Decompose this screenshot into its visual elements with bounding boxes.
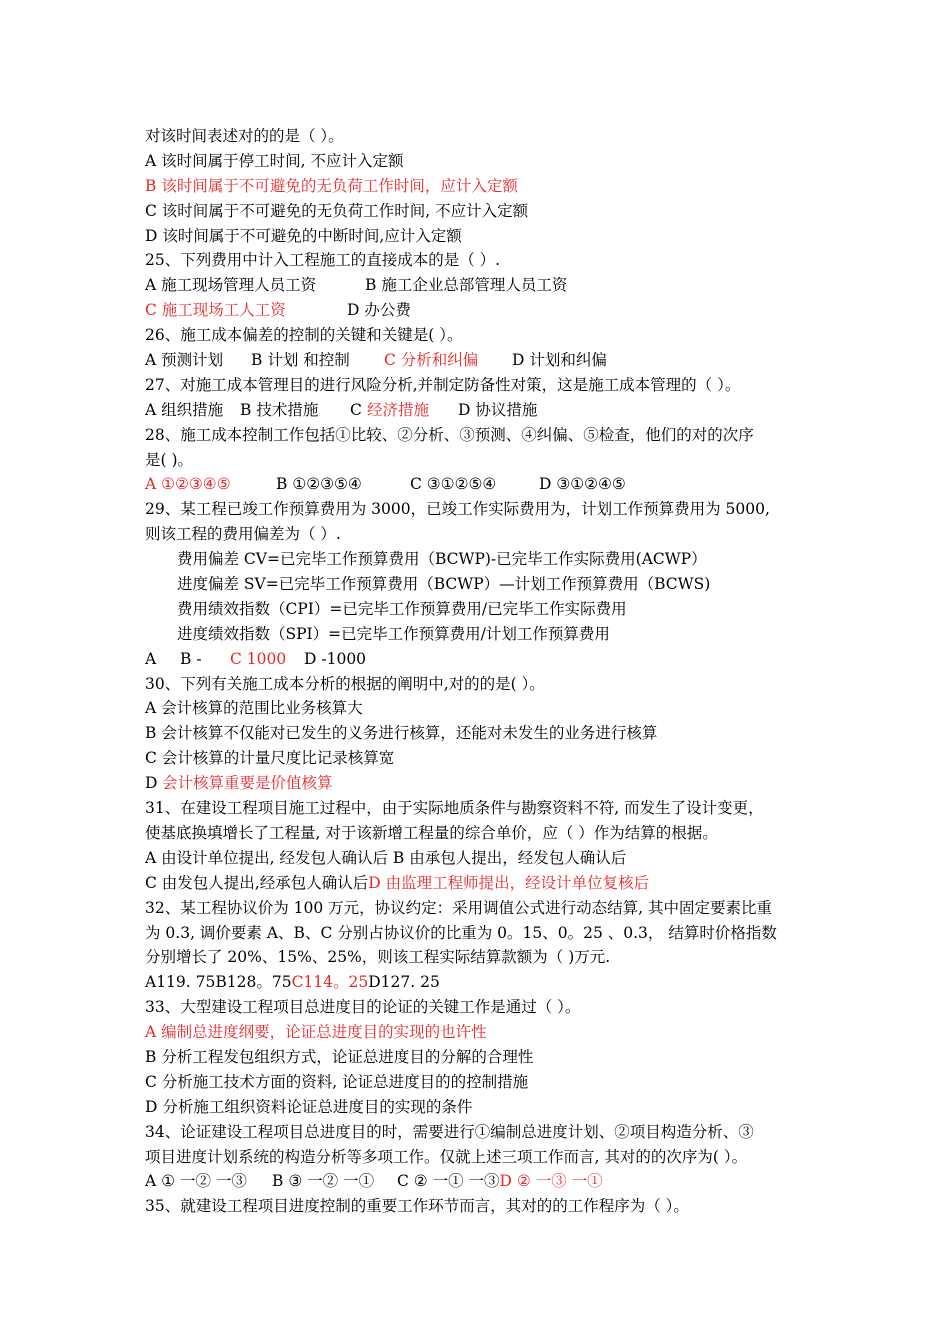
line-text: A 会计核算的范围比业务核算大 [145, 699, 363, 718]
line-text: D -1000 [304, 649, 367, 668]
line-text: A 组织措施 [145, 400, 224, 419]
line-text: C ③①②⑤④ [410, 475, 497, 494]
text-line [145, 398, 815, 423]
line-text: C 该时间属于不可避免的无负荷工作时间, 不应计入定额 [145, 201, 529, 220]
line-text: D 办公费 [347, 301, 411, 320]
text-line [145, 995, 815, 1020]
text-line [145, 547, 815, 572]
line-text: B 会计核算不仅能对已发生的义务进行核算，还能对未发生的业务进行核算 [145, 724, 658, 743]
highlighted-answer-text: C 1000 [230, 649, 287, 668]
text-line [145, 472, 815, 497]
line-text: D [145, 774, 158, 793]
line-text: D127. 25 [368, 973, 440, 992]
text-line [145, 896, 815, 921]
highlighted-answer-text: C114。25 [291, 973, 369, 992]
highlighted-answer-text: C 施工现场工人工资 [145, 301, 286, 320]
line-text: D 协议措施 [458, 400, 538, 419]
line-text: 29、某工程已竣工作预算费用为 3000，已竣工作实际费用为，计划工作预算费用为 5000, [145, 500, 770, 519]
line-text: 进度绩效指数（SPI）=已完毕工作预算费用/计划工作预算费用 [177, 624, 610, 643]
text-line [145, 323, 815, 348]
line-text: 为 0.3, 调价要素 A、B、C 分别占协议价的比重为 0。15、0。25 、0.3， 结算时价格指数 [145, 923, 777, 942]
text-line [145, 273, 815, 298]
line-text: 是( )。 [145, 450, 194, 469]
text-line [145, 821, 815, 846]
text-line [145, 298, 815, 323]
line-text: 31、在建设工程项目施工过程中，由于实际地质条件与勘察资料不符, 而发生了设计变更， [145, 799, 764, 818]
text-line [145, 373, 815, 398]
line-text: B ③ 一② 一① [272, 1172, 375, 1191]
line-text: C ② 一① 一③ [397, 1172, 500, 1191]
highlighted-answer-text: B 该时间属于不可避免的无负荷工作时间，应计入定额 [145, 176, 518, 195]
text-line [145, 1169, 815, 1194]
line-text: B 分析工程发包组织方式，论证总进度目的分解的合理性 [145, 1047, 534, 1066]
text-line [145, 597, 815, 622]
line-text: D 该时间属于不可避免的中断时间,应计入定额 [145, 226, 462, 245]
line-text: 对该时间表述对的的是（ ）。 [145, 127, 344, 145]
text-line [145, 696, 815, 721]
text-line [145, 423, 815, 448]
text-line [145, 174, 815, 199]
text-line [145, 622, 815, 647]
line-text: B 施工企业总部管理人员工资 [365, 276, 568, 295]
line-text: 33、大型建设工程项目总进度目的论证的关键工作是通过（ ）。 [145, 998, 581, 1017]
highlighted-answer-text: C 分析和纠偏 [384, 351, 479, 370]
line-text: 27、对施工成本管理目的进行风险分析,并制定防备性对策，这是施工成本管理的（ ）。 [145, 375, 741, 394]
line-text: 34、论证建设工程项目总进度目的时，需要进行①编制总进度计划、②项目构造分析、③ [145, 1122, 754, 1141]
line-text: D 分析施工组织资料论证总进度目的实现的条件 [145, 1097, 473, 1116]
line-text: 则该工程的费用偏差为（ ）. [145, 525, 341, 544]
line-text: 项目进度计划系统的构造分析等多项工作。仅就上述三项工作而言, 其对的的次序为( ）。 [145, 1147, 748, 1166]
line-text: 分别增长了 20%、15%、25%，则该工程实际结算款额为（ )万元. [145, 948, 611, 967]
line-text: A ① 一② 一③ [145, 1172, 247, 1191]
line-text: B 技术措施 [240, 400, 319, 419]
text-line [145, 796, 815, 821]
highlighted-answer-text: D 由监理工程师提出，经设计单位复核后 [368, 873, 650, 892]
highlighted-answer-text: 经济措施 [367, 400, 430, 419]
line-text: D 计划和纠偏 [512, 351, 607, 370]
line-text: A119. 75B128。75 [145, 973, 292, 992]
line-text: 进度偏差 SV=已完毕工作预算费用（BCWP）—计划工作预算费用（BCWS) [177, 575, 711, 594]
line-text: B - [180, 649, 202, 668]
text-line [145, 771, 815, 796]
text-line [145, 1194, 815, 1219]
line-text: C 由发包人提出,经承包人确认后 [145, 873, 369, 892]
highlighted-answer-text: A 编制总进度纲要，论证总进度目的实现的也许性 [145, 1023, 487, 1042]
text-line [145, 124, 815, 149]
line-text: 费用偏差 CV=已完毕工作预算费用（BCWP)-已完毕工作实际费用(ACWP） [177, 550, 707, 569]
text-line [145, 522, 815, 547]
highlighted-answer-text: 会计核算重要是价值核算 [162, 774, 333, 793]
text-line [145, 1120, 815, 1145]
text-line [145, 846, 815, 871]
line-text: 30、下列有关施工成本分析的根据的阐明中,对的的是( ）。 [145, 674, 545, 693]
text-line [145, 149, 815, 174]
line-text: C 会计核算的计量尺度比记录核算宽 [145, 749, 395, 768]
text-line [145, 721, 815, 746]
line-text: 26、施工成本偏差的控制的关键和关键是( ）。 [145, 326, 463, 345]
text-line [145, 1145, 815, 1170]
highlighted-answer-text: A ①②③④⑤ [145, 475, 231, 494]
text-line [145, 224, 815, 249]
document-body [145, 124, 815, 1219]
line-text: C [350, 400, 362, 419]
line-text: B ①②③⑤④ [276, 475, 362, 494]
line-text: A [145, 649, 157, 668]
line-text: B 计划 和控制 [251, 351, 350, 370]
text-line [145, 448, 815, 473]
text-line [145, 921, 815, 946]
text-line [145, 672, 815, 697]
text-line [145, 348, 815, 373]
line-text: D ③①②④⑤ [539, 475, 626, 494]
highlighted-answer-text: D ② 一③ 一① [499, 1172, 603, 1191]
line-text: 32、某工程协议价为 100 万元，协议约定：采用调值公式进行动态结算, 其中固定要素比重 [145, 898, 773, 917]
text-line [145, 1095, 815, 1120]
text-line [145, 572, 815, 597]
line-text: A 由设计单位提出, 经发包人确认后 B 由承包人提出，经发包人确认后 [145, 848, 627, 867]
text-line [145, 497, 815, 522]
text-line [145, 746, 815, 771]
line-text: C 分析施工技术方面的资料, 论证总进度目的的控制措施 [145, 1072, 529, 1091]
text-line [145, 199, 815, 224]
text-line [145, 1070, 815, 1095]
line-text: 25、下列费用中计入工程施工的直接成本的是（ ）. [145, 251, 501, 270]
text-line [145, 1020, 815, 1045]
text-line [145, 248, 815, 273]
line-text: 使基底换填增长了工程量, 对于该新增工程量的综合单价，应（ ）作为结算的根据。 [145, 823, 718, 842]
line-text: A 预测计划 [145, 351, 224, 370]
line-text: A 施工现场管理人员工资 [145, 276, 317, 295]
line-text: 35、就建设工程项目进度控制的重要工作环节而言，其对的的工作程序为（ ）。 [145, 1197, 689, 1216]
line-text: 费用绩效指数（CPI）=已完毕工作预算费用/已完毕工作实际费用 [177, 599, 627, 618]
line-text: 28、施工成本控制工作包括①比较、②分析、③预测、④纠偏、⑤检查，他们的对的次序 [145, 425, 754, 444]
text-line [145, 647, 815, 672]
text-line [145, 871, 815, 896]
text-line [145, 1045, 815, 1070]
text-line [145, 970, 815, 995]
line-text: A 该时间属于停工时间, 不应计入定额 [145, 151, 404, 170]
text-line [145, 945, 815, 970]
